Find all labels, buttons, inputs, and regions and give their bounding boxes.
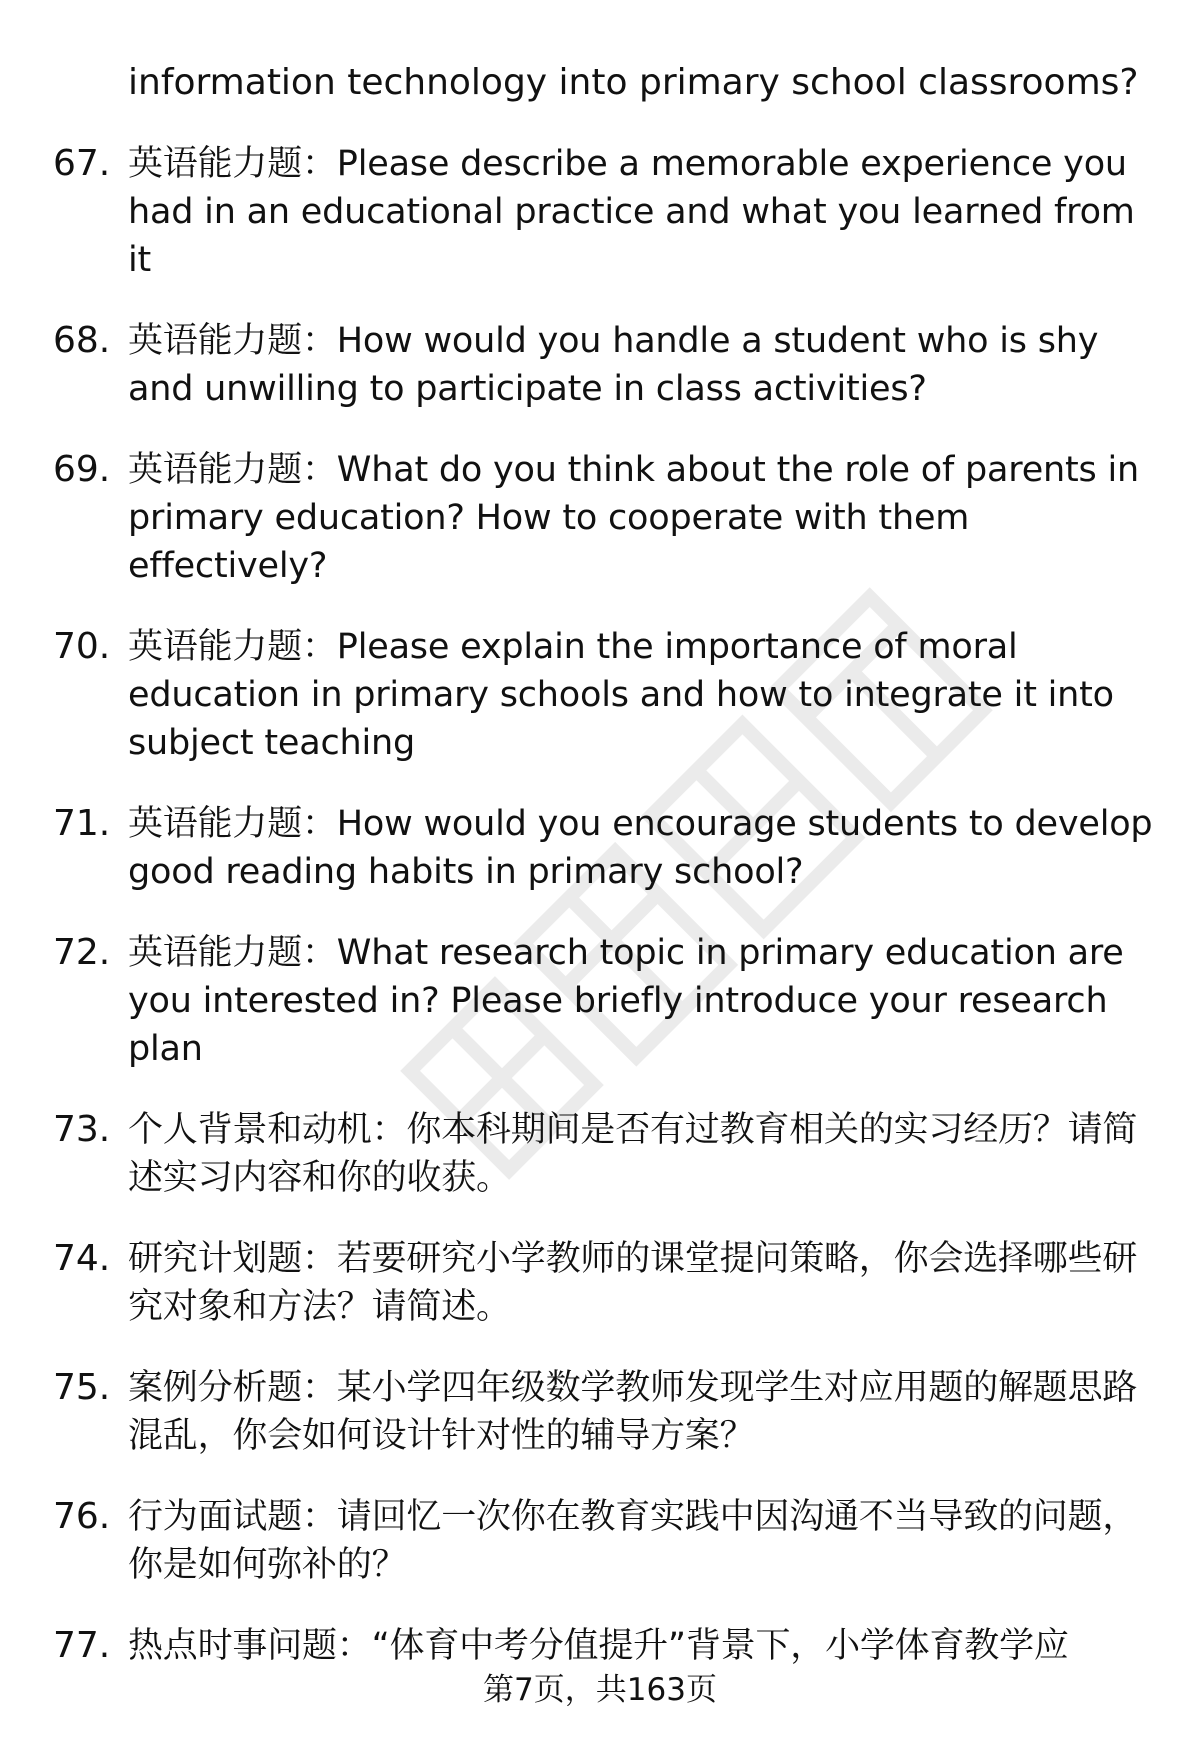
question-text: 英语能力题：Please explain the importance of moral education in primary schools and how to integrate it into subject teaching <box>128 627 1114 763</box>
page-footer: 第7页，共163页 <box>483 1672 717 1708</box>
question-number: 71. <box>53 803 111 844</box>
question-text: 个人背景和动机：你本科期间是否有过教育相关的实习经历？请简述实习内容和你的收获。 <box>128 1110 1138 1198</box>
list-item <box>0 140 1200 284</box>
question-number: 72. <box>53 932 111 973</box>
continuation-text: information technology into primary school classrooms? <box>128 62 1139 103</box>
list-item <box>0 1235 1200 1331</box>
list-item <box>0 317 1200 413</box>
question-text: 英语能力题：How would you handle a student who is shy and unwilling to participate in class activities? <box>128 321 1099 409</box>
question-text: 行为面试题：请回忆一次你在教育实践中因沟通不当导致的问题，你是如何弥补的？ <box>128 1497 1138 1585</box>
list-item <box>0 623 1200 767</box>
list-item <box>0 1364 1200 1460</box>
list-item <box>0 1106 1200 1202</box>
question-number: 75. <box>53 1367 111 1408</box>
list-item <box>0 446 1200 590</box>
list-item <box>0 1622 1200 1670</box>
list-item <box>0 1493 1200 1589</box>
question-number: 73. <box>53 1109 111 1150</box>
list-item <box>0 929 1200 1073</box>
question-number: 70. <box>53 626 111 667</box>
question-text: 英语能力题：Please describe a memorable experience you had in an educational practice and what you learned from it <box>128 144 1135 280</box>
question-text: 英语能力题：What do you think about the role of parents in primary education? How to cooperate with them effectively? <box>128 450 1140 586</box>
question-list <box>0 140 1200 1703</box>
question-text: 研究计划题：若要研究小学教师的课堂提问策略，你会选择哪些研究对象和方法？请简述。 <box>128 1239 1138 1327</box>
question-text: 英语能力题：How would you encourage students to develop good reading habits in primary school? <box>128 804 1153 892</box>
list-item <box>0 800 1200 896</box>
question-number: 68. <box>53 320 111 361</box>
question-text: 热点时事问题：“体育中考分值提升”背景下，小学体育教学应 <box>128 1626 1069 1666</box>
question-number: 69. <box>53 449 111 490</box>
question-number: 77. <box>53 1625 111 1666</box>
question-number: 76. <box>53 1496 111 1537</box>
question-text: 案例分析题：某小学四年级数学教师发现学生对应用题的解题思路混乱，你会如何设计针对性的辅导方案？ <box>128 1368 1138 1456</box>
question-number: 74. <box>53 1238 111 1279</box>
question-number: 67. <box>53 143 111 184</box>
question-text: 英语能力题：What research topic in primary education are you interested in? Please briefly introduce your research plan <box>128 933 1124 1069</box>
